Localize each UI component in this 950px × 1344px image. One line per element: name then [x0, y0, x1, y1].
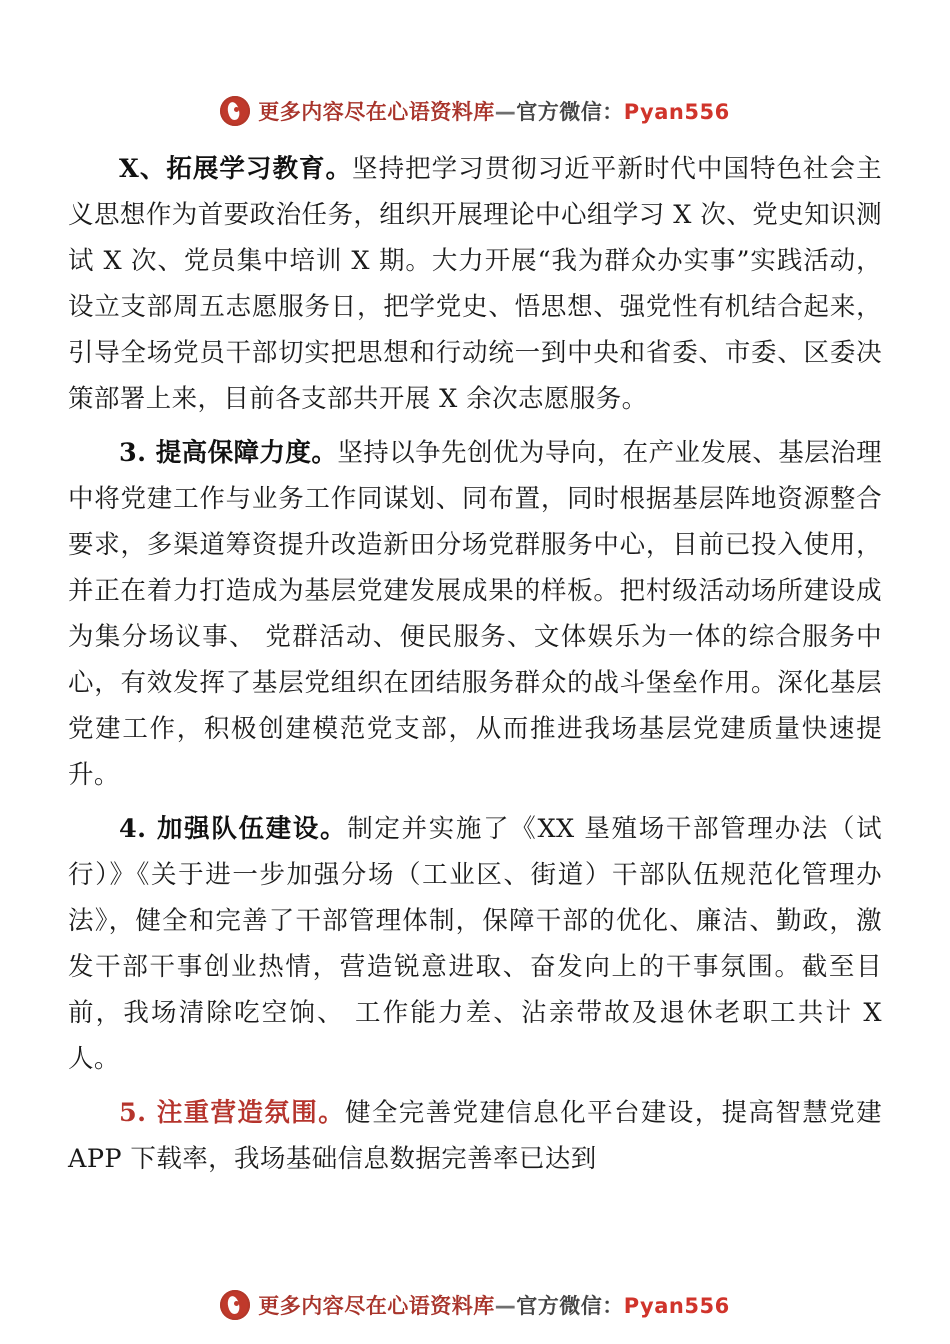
- paragraph-4-text: 健全完善党建信息化平台建设，提高智慧党建 APP 下载率，我场基础信息数据完善率已达到: [68, 1098, 882, 1174]
- document-body: [68, 146, 882, 1182]
- paragraph-1-lead: X、拓展学习教育。: [119, 154, 353, 184]
- watermark-text: [258, 96, 729, 126]
- paragraph-2-text: 坚持以争先创优为导向，在产业发展、基层治理中将党建工作与业务工作同谋划、同布置，同时根据基层阵地资源整合要求，多渠道筹资提升改造新田分场党群服务中心，目前已投入使用，并正在着力打造成为基层党建发展成果的样板。把村级活动场所建设成为集分场议事、 党群活动、便民服务、文体娱乐为一体的综合服务中心，有效发挥了基层党组织在团结服务群众的战斗堡垒作用。深化基层党建工作，积极创建模范党支部，从而推进我场基层党建质量快速提升。: [68, 438, 882, 790]
- paragraph-4-lead: 5. 注重营造氛围。: [119, 1098, 345, 1128]
- watermark-brand: 更多内容尽在心语资料库: [258, 100, 495, 124]
- watermark-wechat-label: 官方微信：: [516, 1294, 624, 1318]
- paragraph-2: [68, 430, 882, 798]
- watermark-separator: —: [494, 1294, 517, 1318]
- paragraph-2-lead: 3. 提高保障力度。: [119, 438, 338, 468]
- watermark-bottom: [0, 1290, 950, 1320]
- watermark-handle: Pyan556: [623, 100, 730, 124]
- red-circle-leaf-logo-icon: [220, 1290, 250, 1320]
- paragraph-1-text: 坚持把学习贯彻习近平新时代中国特色社会主义思想作为首要政治任务，组织开展理论中心组学习 X 次、党史知识测试 X 次、党员集中培训 X 期。大力开展“我为群众办实事”实践活动，设立支部周五志愿服务日，把学党史、悟思想、强党性有机结合起来，引导全场党员干部切实把思想和行动统一到中央和省委、市委、区委决策部署上来，目前各支部共开展 X 余次志愿服务。: [68, 154, 882, 414]
- red-circle-leaf-logo-icon: [220, 96, 250, 126]
- watermark-top: [0, 96, 950, 126]
- watermark-brand: 更多内容尽在心语资料库: [258, 1294, 495, 1318]
- paragraph-4: [68, 1090, 882, 1182]
- paragraph-1: [68, 146, 882, 422]
- watermark-handle: Pyan556: [623, 1294, 730, 1318]
- watermark-text: [258, 1290, 729, 1320]
- paragraph-3-lead: 4. 加强队伍建设。: [119, 814, 348, 844]
- paragraph-3-text: 制定并实施了《XX 垦殖场干部管理办法（试行）》《关于进一步加强分场（工业区、街道）干部队伍规范化管理办法》，健全和完善了干部管理体制，保障干部的优化、廉洁、勤政，激发干部干事创业热情，营造锐意进取、奋发向上的干事氛围。截至目前，我场清除吃空饷、 工作能力差、沾亲带故及退休老职工共计 X 人。: [68, 814, 882, 1074]
- watermark-separator: —: [494, 100, 517, 124]
- paragraph-3: [68, 806, 882, 1082]
- watermark-wechat-label: 官方微信：: [516, 100, 624, 124]
